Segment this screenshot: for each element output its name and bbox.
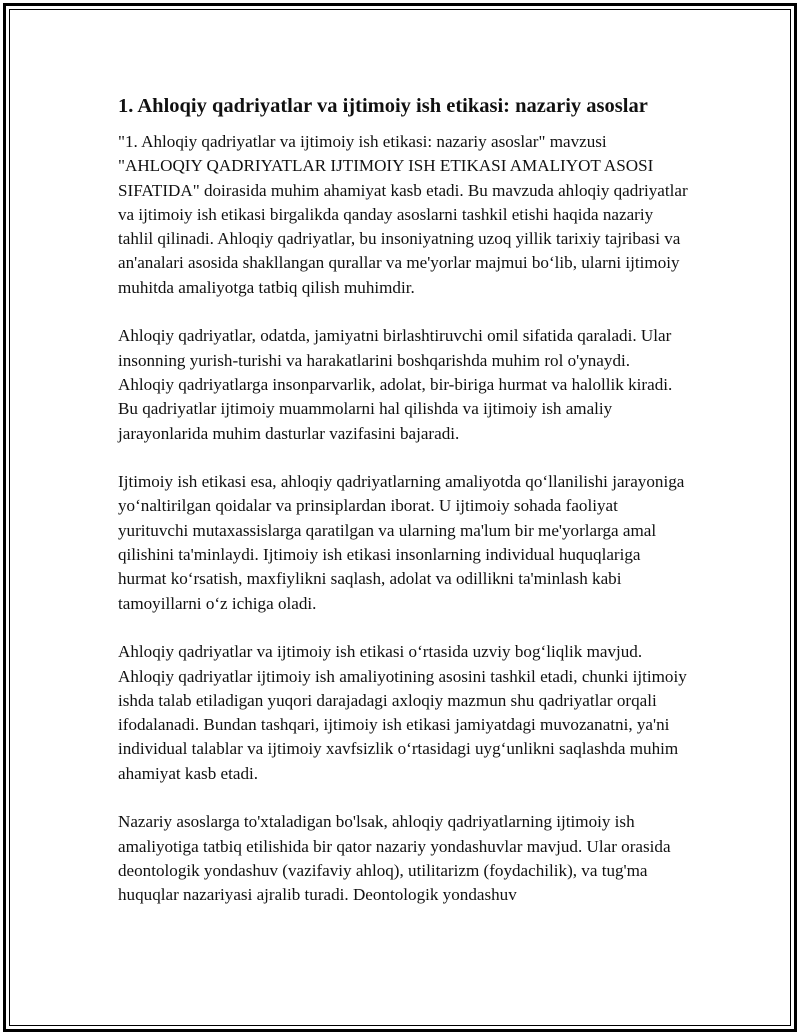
document-title: 1. Ahloqiy qadriyatlar va ijtimoiy ish etikasi: nazariy asoslar <box>118 95 648 117</box>
paragraph-2: Ahloqiy qadriyatlar, odatda, jamiyatni birlashtiruvchi omil sifatida qaraladi. Ular insonning yurish-turishi va harakatlarini boshqarishda muhim rol o'ynaydi. Ahloqiy qadriyatlarga insonparvarlik, adolat, bir-biriga hurmat va halollik kiradi. Bu qadriyatlar ijtimoiy muammolarni hal qilishda va ijtimoiy ish amaliy jarayonlarida muhim dasturlar vazifasini bajaradi. <box>118 326 673 443</box>
paragraph-1: "1. Ahloqiy qadriyatlar va ijtimoiy ish etikasi: nazariy asoslar" mavzusi "AHLOQIY QADRIYATLAR IJTIMOIY ISH ETIKASI AMALIYOT ASOSI SIFATIDA" doirasida muhim ahamiyat kasb etadi. Bu mavzuda ahloqiy qadriyatlar va ijtimoiy ish etikasi birgalikda qanday asoslarni tashkil etishi haqida nazariy tahlil qilinadi. Ahloqiy qadriyatlar, bu insoniyatning uzoq yillik tarixiy tajribasi va an'analari asosida shakllangan qurallar va me'yorlar majmui bo‘lib, ularni ijtimoiy muhitda amaliyotga tatbiq qilish muhimdir. <box>118 132 688 297</box>
paragraph-5: Nazariy asoslarga to'xtaladigan bo'lsak, ahloqiy qadriyatlarning ijtimoiy ish amaliyotiga tatbiq etilishida bir qator nazariy yondashuvlar mavjud. Ular orasida deontologik yondashuv (vazifaviy ahloq), utilitarizm (foydachilik), va tug'ma huquqlar nazariyasi ajralib turadi. Deontologik yondashuv <box>118 812 671 905</box>
paragraph-3: Ijtimoiy ish etikasi esa, ahloqiy qadriyatlarning amaliyotda qo‘llanilishi jarayoniga yo‘naltirilgan qoidalar va prinsiplardan iborat. U ijtimoiy sohada faoliyat yurituvchi mutaxassislarga qaratilgan va ularning ma'lum bir me'yorlarga amal qilishini ta'minlaydi. Ijtimoiy ish etikasi insonlarning individual huquqlariga hurmat ko‘rsatish, maxfiylikni saqlash, adolat va odillikni ta'minlash kabi tamoyillarni o‘z ichiga oladi. <box>118 472 685 613</box>
document-body <box>118 92 688 932</box>
paragraph-4: Ahloqiy qadriyatlar va ijtimoiy ish etikasi o‘rtasida uzviy bog‘liqlik mavjud. Ahloqiy qadriyatlar ijtimoiy ish amaliyotining asosini tashkil etadi, chunki ijtimoiy ishda talab etiladigan yuqori darajadagi axloqiy mazmun shu qadriyatlar orqali ifodalanadi. Bundan tashqari, ijtimoiy ish etikasi jamiyatdagi muvozanatni, ya'ni individual talablar va ijtimoiy xavfsizlik o‘rtasidagi uyg‘unlikni saqlashda muhim ahamiyat kasb etadi. <box>118 642 687 783</box>
